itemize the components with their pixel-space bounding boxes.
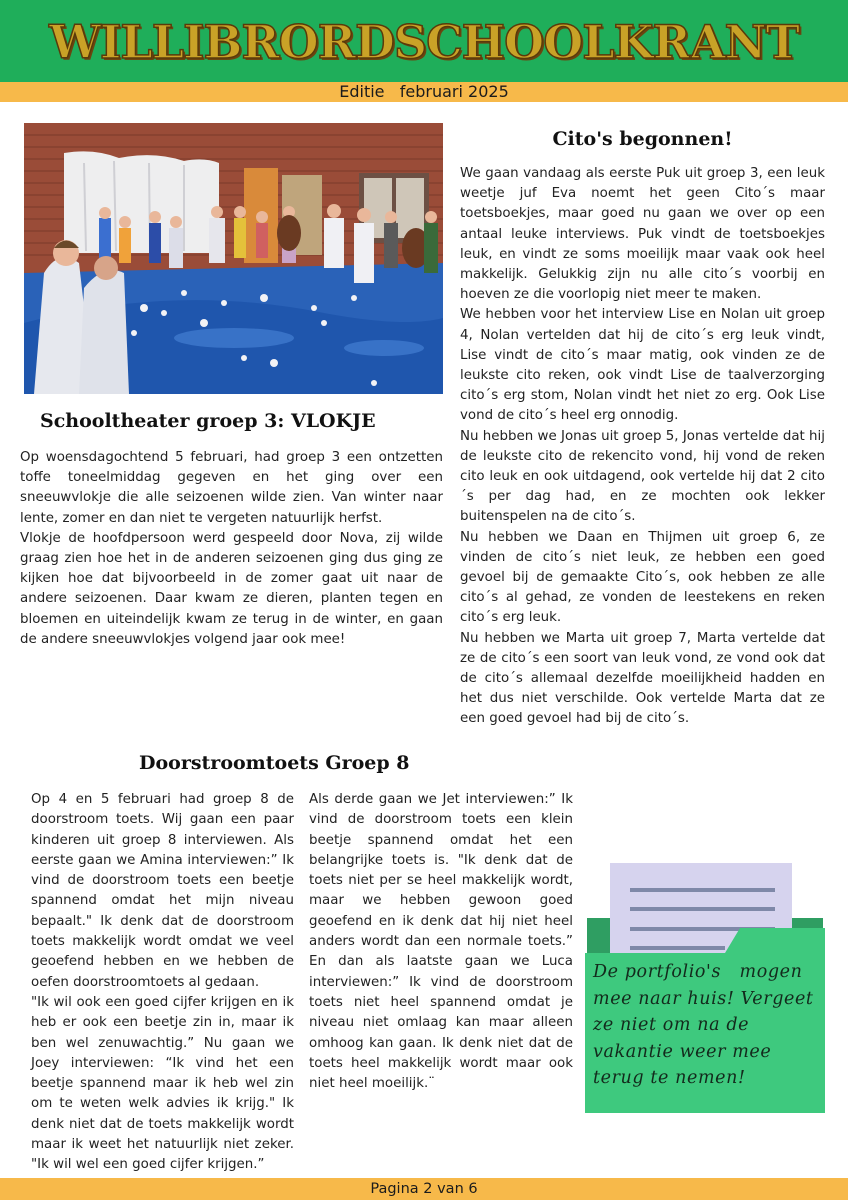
cito-paragraph: We hebben voor het interview Lise en Nolan uit groep 4, Nolan vertelden dat hij de cito´s erg leuk vindt, Lise vindt de cito´s maar matig, ook vinden ze de leukste cito reken, ook vindt Lise de taalverzorging cito´s erg stom, Nolan vindt het niet zo erg. Ook Lise vond de cito´s heel erg onnodig. [460, 307, 825, 424]
doorstroom-paragraph: Op 4 en 5 februari had groep 8 de doorstroom toets. Wij gaan een paar kinderen uit groep 8 interviewen. Als eerste gaan we Amina interviewen:” Ik vind de doorstroom toets een beetje spannend omdat het mijn niveau bepaalt." Ik denk dat de doorstroom toets makkelijk wordt omdat we veel geoefend hebben en we hebben de oefen doorstroomtoets al gedaan. [31, 792, 294, 990]
theater-heading: Schooltheater groep 3: VLOKJE [40, 410, 376, 432]
newspaper-title: WILLIBRORDSCHOOLKRANT [49, 15, 799, 69]
cito-article [460, 164, 825, 730]
theater-paragraph: Vlokje de hoofdpersoon werd gespeeld door Nova, zij wilde graag zien hoe het in de anderen seizoenen ging dus ging ze kijken hoe dat bijvoorbeeld in de zomer gaat uit naar de andere seizoenen. Daar kwam ze dieren, planten tegen en bloemen en uiteindelijk kwam ze terug in de winter, en gaan de andere sneeuwvlokjes volgend jaar ook mee! [20, 530, 443, 647]
doorstroom-heading: Doorstroomtoets Groep 8 [139, 752, 410, 774]
doorstroom-column-left [31, 790, 294, 1176]
doorstroom-column-right [309, 790, 573, 1094]
theater-paragraph: Op woensdagochtend 5 februari, had groep 3 een ontzetten toffe toneelmiddag gegeven en het ging over een sneeuwvlokje die alle seizoenen wilde zien. Van winter naar lente, zomer en dan niet te vergeten natuurlijk herfst. [20, 450, 443, 526]
footer-bar [0, 1178, 848, 1200]
cito-paragraph: We gaan vandaag als eerste Puk uit groep 3, een leuk weetje juf Eva noemt het geen Cito´s maar toetsboekjes, maar goed nu gaan we over op een antaal leuke interviews. Puk vindt de toetsboekjes leuk, en vindt ze soms moeilijk maar vaak ook heel makkelijk. Gelukkig zijn nu alle cito´s voorbij en hoeven ze die voorlopig niet meer te maken. [460, 166, 825, 303]
masthead [0, 0, 848, 82]
cito-paragraph: Nu hebben we Marta uit groep 7, Marta vertelde dat ze de cito´s een soort van leuk vond, ze vond ook dat de cito´s allemaal dezelfde moeilijkheid hadden en het dus niet verschilde. Ook vertelde Marta dat ze een goed gevoel had bij de cito´s. [460, 630, 825, 727]
doorstroom-paragraph: "Ik wil ook een goed cijfer krijgen en ik heb er ook een beetje zin in, maar ik ben wel zenuwachtig.” Nu gaan we Joey interviewen: “Ik vind het een beetje spannend maar ik heb wel zin om te weten welk advies ik krijg." Ik denk niet dat de toets makkelijk wordt maar ik weet het natuurlijk niet zeker. "Ik wil wel een goed cijfer krijgen.” [31, 994, 294, 1173]
school-theater-photo [24, 123, 443, 394]
cito-paragraph: Nu hebben we Jonas uit groep 5, Jonas vertelde dat hij de leukste cito de rekencito vond, hij vond de reken cito leuk en ook uitdagend, ook vertelde hij dat 2 cito´s per dag had, en ze mochten ook lekker buitenspelen na de cito´s. [460, 428, 825, 525]
edition-bar [0, 82, 848, 102]
portfolio-note-text: De portfolio's mogen mee naar huis! Vergeet ze niet om na de vakantie weer mee terug te nemen! [593, 962, 820, 1088]
theater-article [20, 448, 443, 650]
edition-label: Editie februari 2025 [339, 82, 509, 101]
page-number: Pagina 2 van 6 [370, 1181, 478, 1197]
portfolio-notice [585, 863, 825, 1116]
cito-heading: Cito's begonnen! [552, 128, 733, 150]
doorstroom-paragraph: Als derde gaan we Jet interviewen:” Ik vind de doorstroom toets een klein beetje spannend omdat het een belangrijke toets is. "Ik denk dat de toets niet per se heel makkelijk wordt, maar we hebben gewoon goed geoefend en ik denk dat hij niet heel anders wordt dan een normale toets.” En dan als laatste gaan we Luca interviewen:” Ik vind de doorstroom toets niet heel spannend omdat je niveau niet omlaag kan maar alleen omhoog kan gaan. Ik denk niet dat de toets heel makkelijk wordt maar ook niet heel moeilijk.¨ [309, 792, 573, 1092]
cito-paragraph: Nu hebben we Daan en Thijmen uit groep 6, ze vinden de cito´s niet leuk, ze hebben een goed gevoel bij de gemaakte Cito´s, ook hebben ze alle cito´s al gehad, ze vonden de leestekens en reken cito´s erg leuk. [460, 529, 825, 626]
